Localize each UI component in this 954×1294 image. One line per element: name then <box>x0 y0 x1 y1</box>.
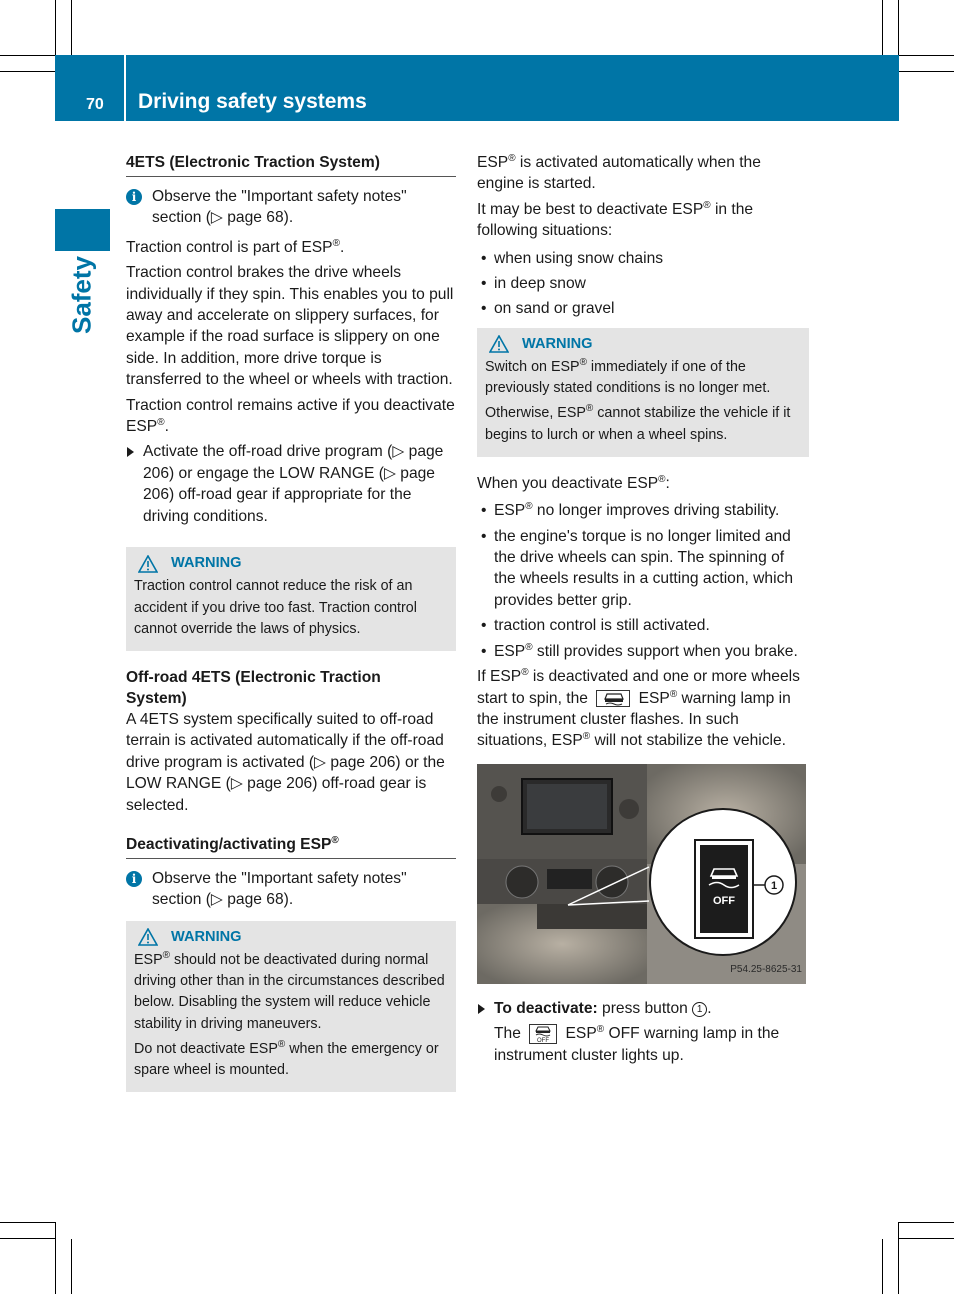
svg-text:OFF: OFF <box>537 1038 550 1044</box>
center-console-illustration <box>477 764 806 984</box>
crop-mark <box>882 1239 883 1294</box>
info-note <box>126 868 456 911</box>
photo-callout-number: 1 <box>770 879 778 892</box>
info-note <box>126 186 456 229</box>
figure-code: P54.25-8625-31 <box>730 964 802 976</box>
crop-mark <box>0 55 56 56</box>
side-tab-label: Safety <box>66 255 97 335</box>
header-divider <box>124 55 126 121</box>
info-icon: i <box>126 189 142 205</box>
paragraph: When you deactivate ESP®: <box>477 473 670 492</box>
warning-box <box>126 547 456 651</box>
section-heading-esp: Deactivating/activating ESP® <box>126 834 456 859</box>
paragraph: If ESP® is deactivated and one or more wheels start to spin, the ESP® warning lamp in the instrument cluster flashes. In such situations, ESP® will not stabilize the vehicle. <box>477 666 800 750</box>
paragraph: Traction control remains active if you deactivate ESP®. <box>126 396 455 436</box>
list-item: • on sand or gravel <box>481 300 615 318</box>
deactivation-effects-list <box>477 500 809 662</box>
list-item: • ESP® no longer improves driving stability. <box>481 501 780 520</box>
warning-triangle-icon <box>138 928 158 946</box>
list-item: • in deep snow <box>481 275 586 293</box>
paragraph: Traction control brakes the drive wheels individually if they spin. This enables you to pull away and accelerate on slippery surfaces, for example if the road surface is slippery on one side. In addition, more drive torque is transferred to the wheel or wheels with traction. <box>126 264 454 389</box>
right-column <box>477 152 809 1070</box>
list-item: • traction control is still activated. <box>481 617 710 635</box>
esp-off-button-label: OFF <box>713 894 735 907</box>
side-tab-marker <box>55 209 110 251</box>
info-text-line: section (▷ page 68). <box>152 891 294 909</box>
paragraph: ESP® is activated automatically when the engine is started. <box>477 152 761 193</box>
section-heading-offroad-4ets: Off-road 4ETS (Electronic Traction System) <box>126 668 381 707</box>
info-icon: i <box>126 871 142 887</box>
paragraph: Traction control is part of ESP®. <box>126 237 345 256</box>
list-item: • the engine's torque is no longer limited and the drive wheels can spin. The spinning of the wheels results in a cutting action, which provides better grip. <box>481 527 794 609</box>
esp-warning-lamp-icon <box>596 690 630 707</box>
warning-box <box>477 328 809 457</box>
crop-mark <box>882 0 883 55</box>
situation-list <box>477 248 809 320</box>
step-label: To deactivate: <box>494 999 598 1017</box>
page-number: 70 <box>86 96 104 113</box>
step-arrow-icon <box>127 447 134 457</box>
instruction-step <box>126 441 456 527</box>
step-arrow-icon <box>478 1004 485 1014</box>
warning-box <box>126 921 456 1092</box>
warning-label: WARNING <box>171 555 242 572</box>
instruction-step: To deactivate: press button 1 . <box>477 998 809 1019</box>
crop-mark <box>898 1222 899 1294</box>
crop-mark <box>898 1222 954 1223</box>
warning-text: ESP® should not be deactivated during normal driving other than in the circumstances described below. Disabling the system will reduce vehicle stability in driving maneuvers. <box>134 950 445 1032</box>
paragraph: A 4ETS system specifically suited to off-road terrain is activated automatically if the off-road drive program is activated (▷ page 206) or the LOW RANGE (▷ page 206) off-road gear is selected. <box>126 710 445 814</box>
step-text: Activate the off-road drive program (▷ page 206) or engage the LOW RANGE (▷ page 206) off-road gear if appropriate for the driving conditions. <box>143 443 444 525</box>
warning-label: WARNING <box>171 928 242 945</box>
info-text-line: section (▷ page 68). <box>152 209 294 227</box>
page-title: Driving safety systems <box>138 90 367 113</box>
crop-mark <box>71 1239 72 1294</box>
center-console-photo <box>477 764 806 984</box>
section-heading-4ets: 4ETS (Electronic Traction System) <box>126 152 456 177</box>
warning-triangle-icon <box>138 555 158 573</box>
crop-mark <box>0 71 55 72</box>
warning-text: Switch on ESP® immediately if one of the previously stated conditions is no longer met. <box>485 357 771 397</box>
callout-1-icon: 1 <box>692 1002 707 1017</box>
crop-mark <box>899 1238 954 1239</box>
crop-mark <box>899 71 954 72</box>
info-text-line: Observe the "Important safety notes" <box>152 869 407 887</box>
paragraph: The OFF ESP® OFF warning lamp in the instrument cluster lights up. <box>494 1023 780 1064</box>
esp-off-lamp-icon <box>529 1024 557 1044</box>
warning-triangle-icon <box>489 335 509 353</box>
crop-mark <box>0 1222 56 1223</box>
crop-mark <box>71 0 72 55</box>
crop-mark <box>898 55 954 56</box>
paragraph: It may be best to deactivate ESP® in the following situations: <box>477 199 754 240</box>
warning-text: Do not deactivate ESP® when the emergency or spare wheel is mounted. <box>134 1039 439 1078</box>
left-column <box>126 152 456 1108</box>
warning-text: Otherwise, ESP® cannot stabilize the vehicle if it begins to lurch or when a wheel spins. <box>485 403 791 443</box>
list-item: • when using snow chains <box>481 249 664 267</box>
info-text-line: Observe the "Important safety notes" <box>152 188 407 205</box>
warning-text: Traction control cannot reduce the risk of an accident if you drive too fast. Traction control cannot override the laws of physics. <box>134 578 417 637</box>
warning-label: WARNING <box>522 335 593 352</box>
crop-mark <box>0 1238 55 1239</box>
crop-mark <box>55 1222 56 1294</box>
list-item: • ESP® still provides support when you brake. <box>481 641 798 660</box>
